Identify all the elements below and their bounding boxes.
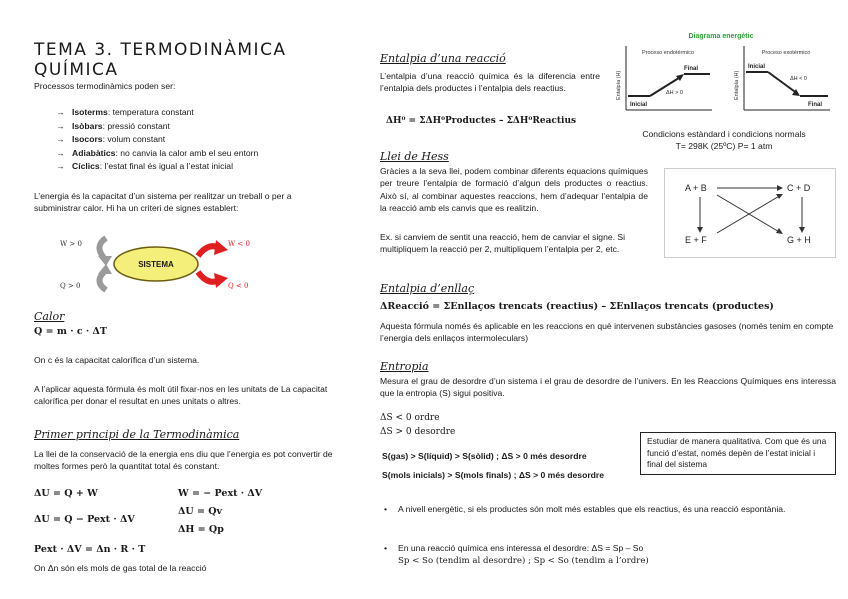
first-law-heading: Primer principi de la Termodinàmica bbox=[34, 428, 240, 441]
list-item: → Cíclics: l’estat final és igual a l’estat inicial bbox=[56, 161, 233, 171]
bond-formula: ΔReacció = ΣEnllaços trencats (reactius) – ΣEnllaços trencats (productes) bbox=[380, 301, 774, 312]
hess-cycle-diagram bbox=[664, 168, 836, 258]
first-law-text: La llei de la conservació de la energia ens diu que l’energia es pot convertir de moltes formes però la quantitat total és constant. bbox=[34, 449, 333, 472]
qualitative-note-box: Estudiar de manera qualitativa. Com que és una funció d’estat, només depèn de l’estat inicial i final del sistema bbox=[640, 432, 836, 475]
q-positive-label: Q > 0 bbox=[60, 282, 81, 290]
hess-cd: C + D bbox=[787, 183, 811, 193]
exo-dh-label: ΔH < 0 bbox=[790, 76, 807, 82]
hess-text: Gràcies a la seva llei, podem combinar diferents equacions químiques per treure l’entalpia de formació d’algun dels productes o reactius. Això sí, al combinar aquestes reaccions, hem d’adequar l’entalpia de la reacció amb els canvis que es realitzin. bbox=[380, 166, 648, 214]
hess-heading: Llei de Hess bbox=[380, 150, 449, 163]
entropy-bullets bbox=[380, 503, 836, 515]
exo-label: Proceso exotérmico bbox=[761, 50, 811, 56]
system-label: SISTEMA bbox=[138, 260, 174, 269]
list-item: → Adiabàtics: no canvia la calor amb el seu entorn bbox=[56, 147, 259, 158]
eq-dh-qp: ΔH = Qp bbox=[178, 524, 224, 535]
enthalpy-formula: ΔH⁰ = ΣΔH⁰Productes – ΣΔH⁰Reactius bbox=[386, 116, 577, 126]
processes-intro: Processos termodinàmics poden ser: bbox=[34, 81, 176, 91]
calor-heading: Calor bbox=[34, 310, 65, 323]
page-title: TEMA 3. TERMODINÀMICA QUÍMICA bbox=[34, 40, 287, 80]
heat-in-arrowhead bbox=[98, 264, 112, 274]
enthalpy-heading: Entalpia d’una reacció bbox=[380, 52, 506, 65]
eq-du-pext: ΔU = Q − Pext · ΔV bbox=[34, 514, 135, 525]
entropy-text: Mesura el grau de desordre d’un sistema i el grau de desordre de l’univers. En les Reaccions Químiques ens interessa que la entropia (S) sigui positiva. bbox=[380, 376, 836, 399]
entropy-heading: Entropia bbox=[380, 360, 429, 373]
calor-tip: A l’aplicar aquesta fórmula és molt útil fixar-nos en les unitats de La capacitat calorífica per donar el resultat en unes unitats o altres. bbox=[34, 384, 328, 407]
list-item: → Isoterms: temperatura constant bbox=[56, 107, 194, 117]
bond-text: Aquesta fórmula només és aplicable en les reaccions en què intervenen substàncies gasoses (només tenim en compte l’energia dels enllaços intermoleculars) bbox=[380, 321, 834, 344]
heat-in-arrow bbox=[99, 272, 106, 290]
endo-label: Proceso endotérmico bbox=[642, 50, 694, 56]
energy-diagram bbox=[610, 30, 832, 122]
entropy-mols: S(mols inicials) > S(mols finals) ; ΔS > 0 més desordre bbox=[382, 470, 605, 480]
endo-final-label: Final bbox=[684, 66, 699, 72]
entropy-order: ΔS < 0 ordre bbox=[380, 413, 440, 423]
work-in-arrowhead bbox=[98, 256, 112, 266]
eq-du-qv: ΔU = Qv bbox=[178, 506, 223, 517]
exo-y-label: Entalpía (H) bbox=[734, 70, 740, 100]
sign-criteria-diagram bbox=[58, 230, 258, 298]
hess-ef: E + F bbox=[685, 235, 707, 245]
calor-note: On c és la capacitat calorífica d’un sistema. bbox=[34, 355, 200, 365]
hess-example: Ex. si canviem de sentit una reacció, hem de canviar el signe. Si multipliquem la reacció per 2, multipliquem l’entalpia per 2, etc. bbox=[380, 232, 626, 255]
endo-initial-label: Inicial bbox=[630, 102, 648, 108]
work-in-arrow bbox=[99, 238, 106, 258]
conditions-line-1: Condicions estàndard i condicions normals bbox=[642, 129, 806, 139]
heat-out-arrowhead bbox=[214, 273, 228, 288]
process-list bbox=[56, 106, 346, 174]
conditions-line-2: T= 298K (25ºC) P= 1 atm bbox=[675, 141, 773, 151]
w-negative-label: W < 0 bbox=[228, 240, 250, 248]
w-positive-label: W > 0 bbox=[60, 240, 82, 248]
hess-gh: G + H bbox=[787, 235, 811, 245]
hess-ab: A + B bbox=[685, 183, 707, 193]
eq-pext-dn: Pext · ΔV = Δn · R · T bbox=[34, 544, 146, 555]
energy-definition: L’energia és la capacitat d’un sistema per realitzar un treball o per a subministrar calor. Hi ha un criteri de signes establert: bbox=[34, 191, 292, 214]
exo-initial-label: Inicial bbox=[748, 64, 766, 70]
work-out-arrowhead bbox=[214, 240, 228, 255]
calor-formula: Q = m · c · ΔT bbox=[34, 326, 107, 337]
entropy-states: S(gas) > S(líquid) > S(sòlid) ; ΔS > 0 més desordre bbox=[382, 451, 587, 461]
q-negative-label: Q < 0 bbox=[228, 282, 249, 290]
diagram-title: Diagrama energètic bbox=[688, 33, 754, 40]
eq-du-qw: ΔU = Q + W bbox=[34, 488, 98, 499]
enthalpy-text: L’entalpia d’una reacció química és la diferencia entre l’entalpia dels productes i l’entalpia dels reactius. bbox=[380, 71, 600, 94]
entropy-disorder: ΔS > 0 desordre bbox=[380, 427, 456, 437]
exo-final-label: Final bbox=[808, 102, 823, 108]
list-item: → Isocors: volum constant bbox=[56, 134, 166, 144]
endo-y-label: Entalpía (H) bbox=[616, 70, 622, 100]
list-item: • En una reacció química ens interessa el desordre: ΔS = Sp – So Sp < So (tendim al desordre) ; Sp < So (tendim a l’ordre) bbox=[380, 542, 836, 567]
bond-heading: Entalpia d’enllaç bbox=[380, 282, 475, 295]
list-item: → Isòbars: pressió constant bbox=[56, 120, 170, 131]
entropy-bullets-2 bbox=[380, 542, 836, 567]
eq-note: On Δn són els mols de gas total de la reacció bbox=[34, 563, 207, 573]
list-item: • A nivell energètic, si els productes són molt més estables que els reactius, és una reacció espontània. bbox=[380, 503, 836, 515]
eq-w-pext: W = − Pext · ΔV bbox=[178, 488, 263, 499]
endo-dh-label: ΔH > 0 bbox=[666, 90, 683, 96]
